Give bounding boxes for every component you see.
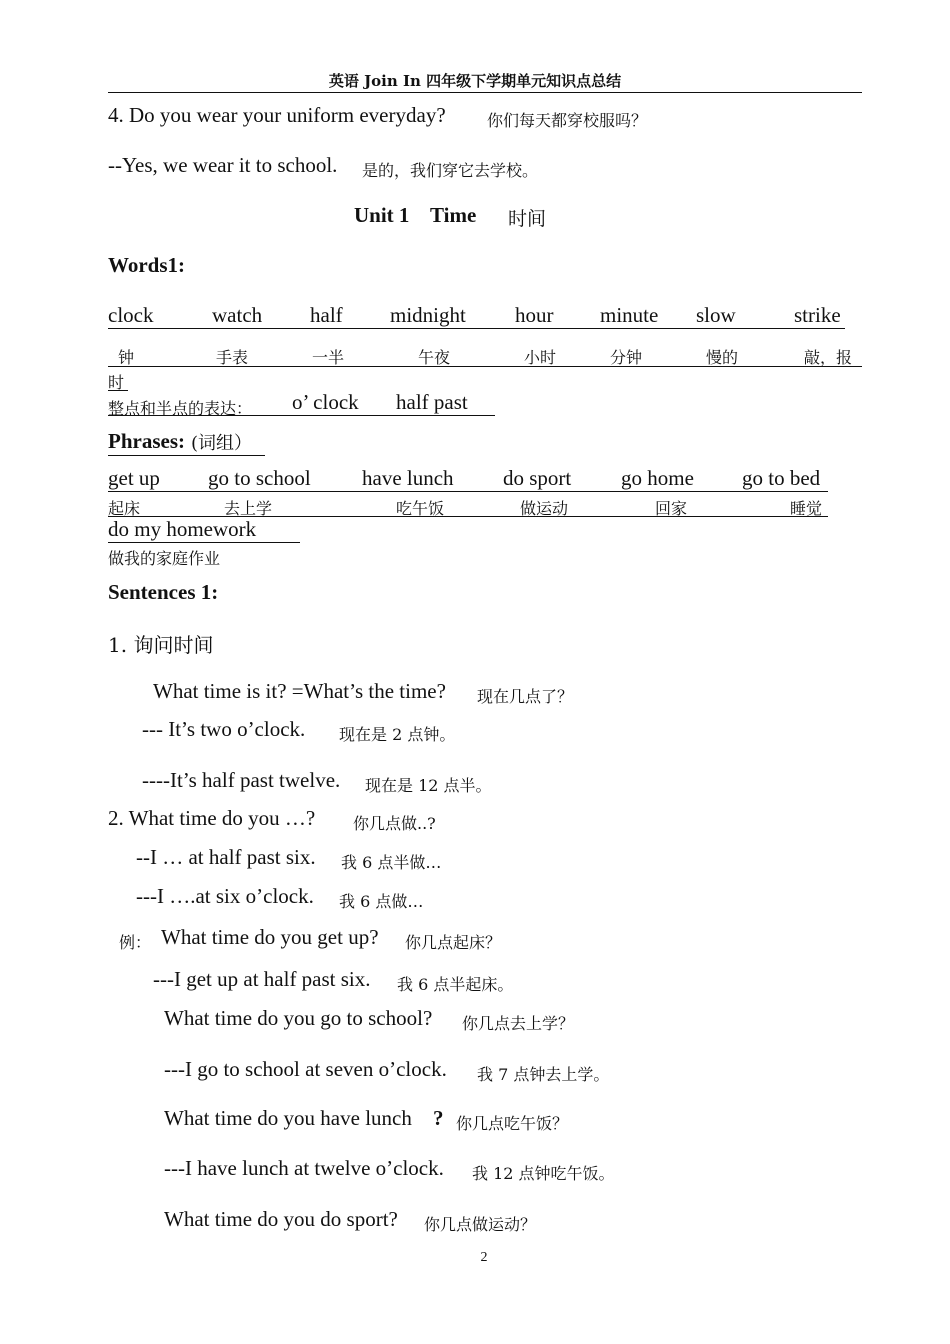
word-clock-zh: 钟 <box>118 348 135 367</box>
sentence-1-title: 1. 询问时间 <box>108 633 214 657</box>
header-rule <box>108 92 862 93</box>
phrase-go-to-school: go to school <box>208 466 311 490</box>
example-label: 例： <box>119 933 152 952</box>
word-minute-zh: 分钟 <box>610 348 643 367</box>
word-strike-zh: 敲，报 <box>804 348 853 367</box>
example-4-question: What time do you do sport? <box>164 1207 398 1231</box>
phrase-do-my-homework-zh: 做我的家庭作业 <box>108 549 221 568</box>
word-watch: watch <box>212 303 263 327</box>
phrases-heading-zh: (词组） <box>191 433 253 454</box>
word-clock: clock <box>108 303 154 327</box>
sentence-2-answer-2: ---I ….at six o’clock. <box>136 884 314 908</box>
page-header: 英语 Join In 四年级下学期单元知识点总结 <box>328 72 622 90</box>
answer-4-en: --Yes, we wear it to school. <box>108 153 338 177</box>
example-3-answer: ---I have lunch at twelve o’clock. <box>164 1156 444 1180</box>
phrase-go-home-zh: 回家 <box>655 499 688 518</box>
word-watch-zh: 手表 <box>216 348 249 367</box>
phrase-have-lunch-zh: 吃午饭 <box>396 499 445 518</box>
word-midnight: midnight <box>390 303 466 327</box>
phrases-rule <box>108 491 828 492</box>
sentence-2-question: 2. What time do you …? <box>108 806 316 830</box>
phrase-do-sport-zh: 做运动 <box>520 499 569 518</box>
word-strike: strike <box>794 303 841 327</box>
sentence-2-answer-1: --I … at half past six. <box>136 845 316 869</box>
sentence-1-answer-1: --- It’s two o’clock. <box>142 717 306 741</box>
example-3-question-mark: ? <box>433 1106 444 1130</box>
question-4-zh: 你们每天都穿校服吗？ <box>487 111 648 130</box>
phrases-heading: Phrases: <box>108 429 185 453</box>
phrase-go-to-bed: go to bed <box>742 466 821 490</box>
unit-title-zh: 时间 <box>508 208 547 230</box>
sentence-2-question-zh: 你几点做..? <box>353 814 436 833</box>
words-heading: Words1: <box>108 253 186 277</box>
phrase-do-my-homework: do my homework <box>108 517 257 541</box>
wrap-rule <box>108 390 128 391</box>
example-3-answer-zh: 我 12 点钟吃午饭。 <box>472 1164 615 1183</box>
example-1-answer-zh: 我 6 点半起床。 <box>397 975 514 994</box>
sentences-heading: Sentences 1: <box>108 580 219 604</box>
example-4-question-zh: 你几点做运动？ <box>424 1215 537 1234</box>
page-number: 2 <box>480 1250 488 1265</box>
sentence-1-answer-1-zh: 现在是 2 点钟。 <box>339 725 456 744</box>
word-strike-zh-wrap: 时 <box>108 373 125 392</box>
example-1-answer: ---I get up at half past six. <box>153 967 371 991</box>
phrase-go-to-school-zh: 去上学 <box>224 499 273 518</box>
example-2-question: What time do you go to school? <box>164 1006 433 1030</box>
example-3-question-zh: 你几点吃午饭？ <box>456 1114 569 1133</box>
answer-4-zh: 是的，我们穿它去学校。 <box>362 161 539 180</box>
phrase-have-lunch: have lunch <box>362 466 454 490</box>
phrase-do-sport: do sport <box>503 466 572 490</box>
word-half: half <box>310 303 343 327</box>
word-hour: hour <box>515 303 554 327</box>
example-2-answer-zh: 我 7 点钟去上学。 <box>477 1065 610 1084</box>
word-hour-zh: 小时 <box>524 348 557 367</box>
words-zh-rule <box>108 366 862 367</box>
example-2-question-zh: 你几点去上学？ <box>462 1014 575 1033</box>
example-2-answer: ---I go to school at seven o’clock. <box>164 1057 447 1081</box>
expression-label: 整点和半点的表达： <box>108 399 253 418</box>
unit-title: Unit 1 Time <box>354 203 477 227</box>
phrases-heading-rule <box>108 455 265 456</box>
expression-half-past: half past <box>396 390 468 414</box>
phrase-get-up: get up <box>108 466 160 490</box>
phrase-go-home: go home <box>621 466 694 490</box>
sentence-1-question-zh: 现在几点了？ <box>477 687 574 706</box>
word-midnight-zh: 午夜 <box>418 348 451 367</box>
example-1-question: What time do you get up? <box>161 925 379 949</box>
sentence-2-answer-1-zh: 我 6 点半做… <box>341 853 442 872</box>
phrase-get-up-zh: 起床 <box>108 499 141 518</box>
sentence-2-answer-2-zh: 我 6 点做… <box>339 892 424 911</box>
sentence-1-question: What time is it? =What’s the time? <box>153 679 446 703</box>
phrase-go-to-bed-zh: 睡觉 <box>790 499 823 518</box>
example-3-question: What time do you have lunch <box>164 1106 412 1130</box>
word-slow: slow <box>696 303 736 327</box>
word-slow-zh: 慢的 <box>706 348 739 367</box>
expression-rule <box>108 415 495 416</box>
question-4-en: 4. Do you wear your uniform everyday? <box>108 103 446 127</box>
example-1-question-zh: 你几点起床？ <box>405 933 502 952</box>
word-minute: minute <box>600 303 659 327</box>
words-rule <box>108 328 845 329</box>
homework-rule <box>108 542 300 543</box>
expression-oclock: o’ clock <box>292 390 359 414</box>
sentence-1-answer-2: ----It’s half past twelve. <box>142 768 341 792</box>
word-half-zh: 一半 <box>312 348 345 367</box>
sentence-1-answer-2-zh: 现在是 12 点半。 <box>365 776 492 795</box>
